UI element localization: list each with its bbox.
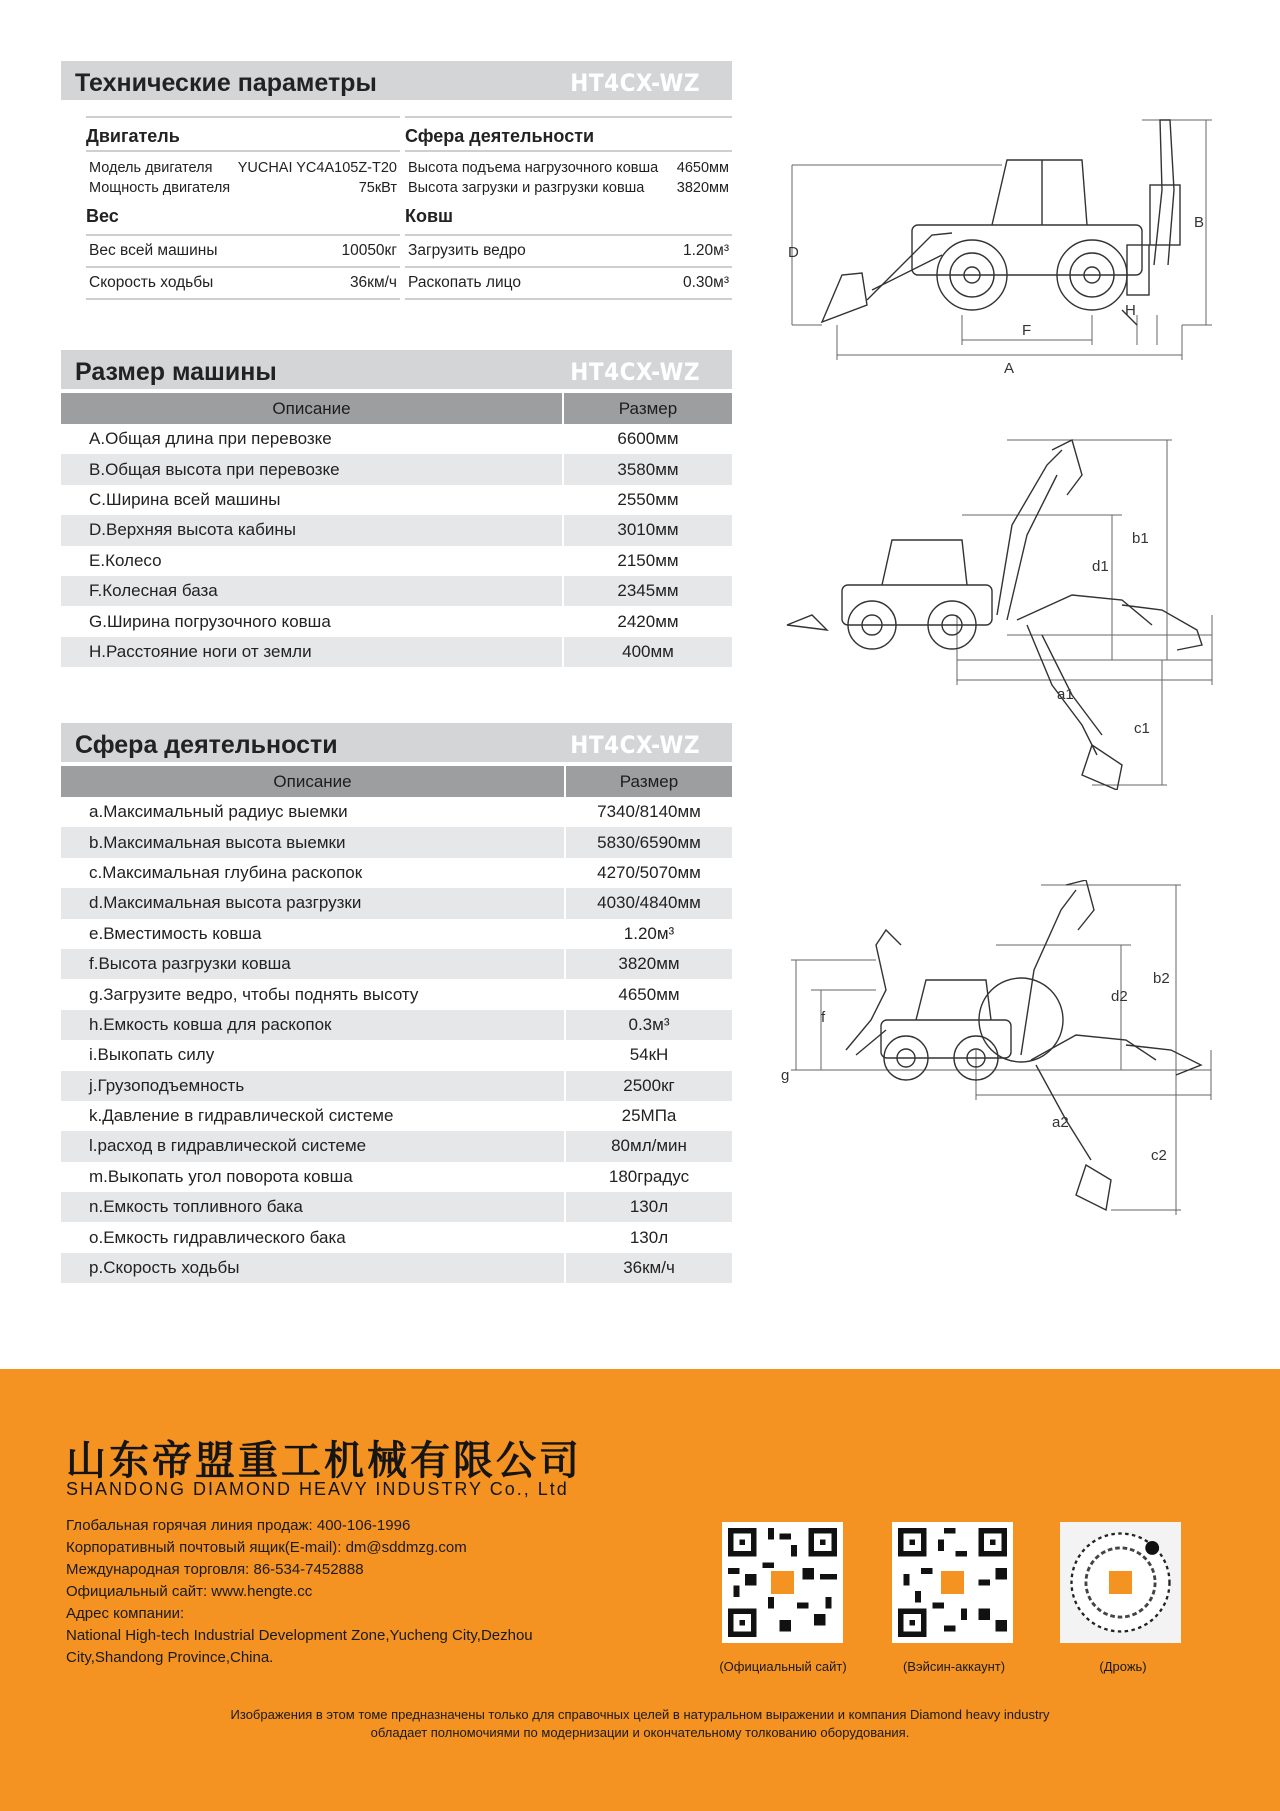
row-letter: d [89,893,99,913]
dim-label-a1: a1 [1057,686,1074,703]
qr-label-tiktok: (Дрожь) [1099,1659,1147,1674]
dig-row [405,268,732,300]
row-separator: . [103,1166,108,1186]
dim-label-H: H [1125,302,1136,319]
row-value: 3010мм [563,515,732,545]
table-row [61,888,732,918]
qr-code-wechat[interactable] [892,1522,1013,1643]
table-row [61,637,732,667]
dig-label: Раскопать лицо [408,274,521,291]
load-value: 1.20м³ [683,242,729,259]
dim-label-d2: d2 [1111,988,1128,1005]
load-row [405,236,732,268]
row-value: 3820мм [565,949,732,979]
table-row [61,1040,732,1070]
engine-power-row [86,178,400,198]
row-letter: h [89,1014,99,1034]
dim-label-c2: c2 [1151,1147,1167,1164]
row-letter: H. [89,641,106,661]
weight-row [86,236,400,268]
row-text: Высота разгрузки ковша [98,954,291,974]
row-text: Емкость топливного бака [103,1197,303,1217]
dim-label-b2: b2 [1153,970,1170,987]
dim-label-f: f [821,1009,826,1026]
row-description [61,888,565,918]
row-letter: c [89,862,98,882]
load-label: Загрузить ведро [408,242,526,259]
row-text: Скорость ходьбы [103,1258,240,1278]
working-range-diagram-2 [776,880,1222,1215]
row-letter: g [89,984,99,1004]
row-value: 2420мм [617,611,679,631]
row-value: 80мл/мин [565,1131,732,1161]
row-letter: p [89,1258,99,1278]
address: National High-tech Industrial Development Zone,Yucheng City,Dezhou City,Shandong Province,China. [66,1627,533,1666]
dim-label-B: B [1194,214,1205,231]
row-text: Емкость гидравлического бака [103,1227,346,1247]
row-value: 2500кг [565,1071,732,1101]
row-separator: . [92,1136,98,1156]
row-value: 4270/5070мм [597,862,701,882]
qr-code-site[interactable] [722,1522,843,1643]
row-value: 36км/ч [565,1253,732,1283]
row-value: 2150мм [617,550,679,570]
row-letter: j [89,1075,93,1095]
row-description [61,485,563,515]
row-text: Ширина всей машины [106,489,281,509]
table-row [61,1131,732,1161]
row-value: 0.3м³ [565,1010,732,1040]
row-description [61,515,563,545]
table-row [61,515,732,545]
tech-header [61,61,732,103]
qr-label-wechat: (Вэйсин-аккаунт) [902,1659,1006,1674]
row-description [61,1101,565,1131]
row-value: 2345мм [563,576,732,606]
row-value: 7340/8140мм [597,802,701,822]
work-title: Сфера деятельности [75,731,338,759]
table-row [61,858,732,888]
speed-label: Скорость ходьбы [89,274,214,291]
work-table [61,766,732,1283]
row-letter: b [89,832,99,852]
row-text: Верхняя высота кабины [106,520,296,540]
company-name-cn: 山东帝盟重工机械有限公司 [66,1439,582,1483]
row-text: Колесная база [102,581,218,601]
row-value: 130л [629,1227,669,1247]
row-text: Максимальная высота выемки [103,832,346,852]
qr-code-tiktok[interactable] [1060,1522,1181,1643]
trade-phone: Международная торговля: 86-534-7452888 [66,1561,364,1578]
row-separator: . [92,1075,98,1095]
row-text: Максимальная глубина раскопок [102,862,363,882]
row-description [61,919,565,949]
row-text: Давление в гидравлической системе [102,1106,394,1126]
table-row [61,919,732,949]
row-letter: G. [89,611,107,631]
tech-left-column [86,116,400,300]
engine-model-row [86,158,400,178]
table-row [61,1253,732,1283]
size-title: Размер машины [75,358,277,386]
row-value: 400мм [563,637,732,667]
row-description [61,1162,565,1192]
speed-row [86,268,400,300]
row-letter: C. [89,489,106,509]
engine-model-label: Модель двигателя [89,160,213,176]
company-name-en: SHANDONG DIAMOND HEAVY INDUSTRY Co., Ltd [66,1479,569,1499]
row-letter: i [89,1045,93,1065]
table-row [61,1010,732,1040]
row-separator: . [98,923,104,943]
table-row [61,1162,732,1192]
table-row [61,576,732,606]
row-separator: . [97,1106,103,1126]
dump-row [405,178,732,198]
dump-label: Высота загрузки и разгрузки ковша [408,180,645,196]
table-row [61,454,732,484]
dim-label-c1: c1 [1134,720,1150,737]
bucket-heading: Ковш [405,206,454,226]
weight-value: 10050кг [341,242,397,259]
row-letter: F. [89,581,103,601]
row-value: 3580мм [563,454,732,484]
lift-value: 4650мм [676,160,729,176]
speed-value: 36км/ч [349,274,397,291]
table-row [61,1222,732,1252]
model-badge: HT4CX-WZ [570,731,700,759]
table-row [61,485,732,515]
row-letter: a [89,802,99,822]
engine-model-value: YUCHAI YC4A105Z-T20 [237,160,397,176]
size-header [61,350,732,392]
row-separator: . [98,984,104,1004]
row-value: 2550мм [617,489,679,509]
row-description [61,1131,565,1161]
weight-label: Вес всей машины [89,242,218,259]
row-description [61,637,563,667]
dim-label-g: g [781,1067,790,1084]
work-col-desc: Описание [61,766,565,797]
contact-block [66,1515,596,1669]
website[interactable]: Официальный сайт: www.hengte.cc [66,1583,313,1600]
work-col-size: Размер [565,766,732,797]
row-text: Максимальный радиус выемки [103,802,348,822]
row-value: 4030/4840мм [565,888,732,918]
dump-value: 3820мм [676,180,729,196]
disclaimer-line-1: Изображения в этом томе предназначены только для справочных целей в натуральном выражении и компания Diamond heavy industry [230,1707,1050,1722]
weight-heading: Вес [86,206,119,226]
qr-label-site: (Официальный сайт) [719,1659,847,1674]
table-row [61,827,732,857]
footer [0,1369,1280,1811]
row-text: расход в гидравлической системе [97,1136,367,1156]
size-col-size: Размер [563,393,732,424]
row-description [61,1010,565,1040]
row-text: Загрузите ведро, чтобы поднять высоту [103,984,419,1004]
row-value: 6600мм [617,429,679,449]
table-row [61,546,732,576]
row-text: Грузоподъемность [97,1075,245,1095]
table-row [61,1071,732,1101]
row-description [61,797,565,827]
work-heading: Сфера деятельности [405,116,732,152]
dim-label-a2: a2 [1052,1114,1069,1131]
engine-power-value: 75кВт [358,180,397,196]
row-description [61,576,563,606]
row-description [61,454,563,484]
row-separator: . [98,1258,104,1278]
row-value: 180градус [608,1166,690,1186]
row-description [61,1071,565,1101]
row-text: Общая высота при перевозке [105,459,340,479]
row-letter: k [89,1106,98,1126]
table-row [61,949,732,979]
row-text: Вместимость ковша [103,923,262,943]
tech-right-column [405,116,732,300]
row-letter: e [89,923,99,943]
row-description [61,546,563,576]
row-separator: . [98,893,104,913]
table-row [61,1101,732,1131]
row-separator: . [97,862,103,882]
row-separator: . [98,1197,104,1217]
row-letter: D. [89,520,106,540]
dim-label-b1: b1 [1132,530,1149,547]
tech-title: Технические параметры [75,69,377,97]
row-description [61,606,563,636]
row-text: Ширина погрузочного ковша [106,611,331,631]
row-text: Колесо [105,550,162,570]
email: Корпоративный почтовый ящик(E-mail): dm@sddmzg.com [66,1539,467,1556]
model-badge: HT4CX-WZ [570,69,700,97]
table-row [61,797,732,827]
row-separator: . [98,1227,104,1247]
row-value: 4650мм [618,984,680,1004]
engine-power-label: Мощность двигателя [89,180,231,196]
row-text: Выкопать угол поворота ковша [107,1166,353,1186]
address-label: Адрес компании: [66,1605,185,1622]
row-description [61,1192,565,1222]
row-value: 54кН [629,1045,669,1065]
row-value: 25МПа [621,1106,677,1126]
working-range-diagram-1 [782,435,1222,790]
row-description [61,949,565,979]
size-col-desc: Описание [61,393,563,424]
hotline: Глобальная горячая линия продаж: 400-106-1996 [66,1517,411,1534]
row-text: Общая длина при перевозке [105,429,332,449]
row-value: 130л [565,1192,732,1222]
row-description [61,979,565,1009]
row-letter: l [89,1136,93,1156]
disclaimer [140,1706,1140,1742]
row-separator: . [98,1014,104,1034]
row-separator: . [92,1045,98,1065]
row-text: Емкость ковша для раскопок [103,1014,332,1034]
row-text: Расстояние ноги от земли [106,641,312,661]
row-description [61,827,565,857]
size-table [61,393,732,667]
disclaimer-line-2: обладает полномочиями по модернизации и окончательному толкованию оборудования. [370,1725,910,1740]
dim-label-F: F [1022,322,1032,339]
dig-value: 0.30м³ [683,274,729,291]
table-row [61,424,732,454]
row-description [61,424,563,454]
row-separator: . [98,802,104,822]
model-badge: HT4CX-WZ [570,358,700,386]
row-text: Выкопать силу [97,1045,215,1065]
row-text: Максимальная высота разгрузки [103,893,362,913]
row-value: 5830/6590мм [565,827,732,857]
row-description [61,1253,565,1283]
row-description [61,1222,565,1252]
row-letter: E. [89,550,106,570]
table-row [61,606,732,636]
dim-label-D: D [788,244,799,261]
row-letter: n [89,1197,99,1217]
lift-label: Высота подъема нагрузочного ковша [408,160,659,176]
work-header [61,723,732,765]
row-description [61,858,565,888]
dim-label-A: A [1004,360,1015,377]
row-letter: m [89,1166,104,1186]
row-letter: o [89,1227,99,1247]
row-letter: B. [89,459,106,479]
row-separator: . [93,954,99,974]
table-row [61,979,732,1009]
row-description [61,1040,565,1070]
transport-dimension-diagram [782,115,1222,380]
engine-heading: Двигатель [86,116,400,152]
row-letter: A. [89,429,106,449]
table-row [61,1192,732,1222]
row-value: 1.20м³ [623,923,675,943]
row-separator: . [98,832,104,852]
row-letter: f [89,954,94,974]
lift-row [405,158,732,178]
dim-label-d1: d1 [1092,558,1109,575]
